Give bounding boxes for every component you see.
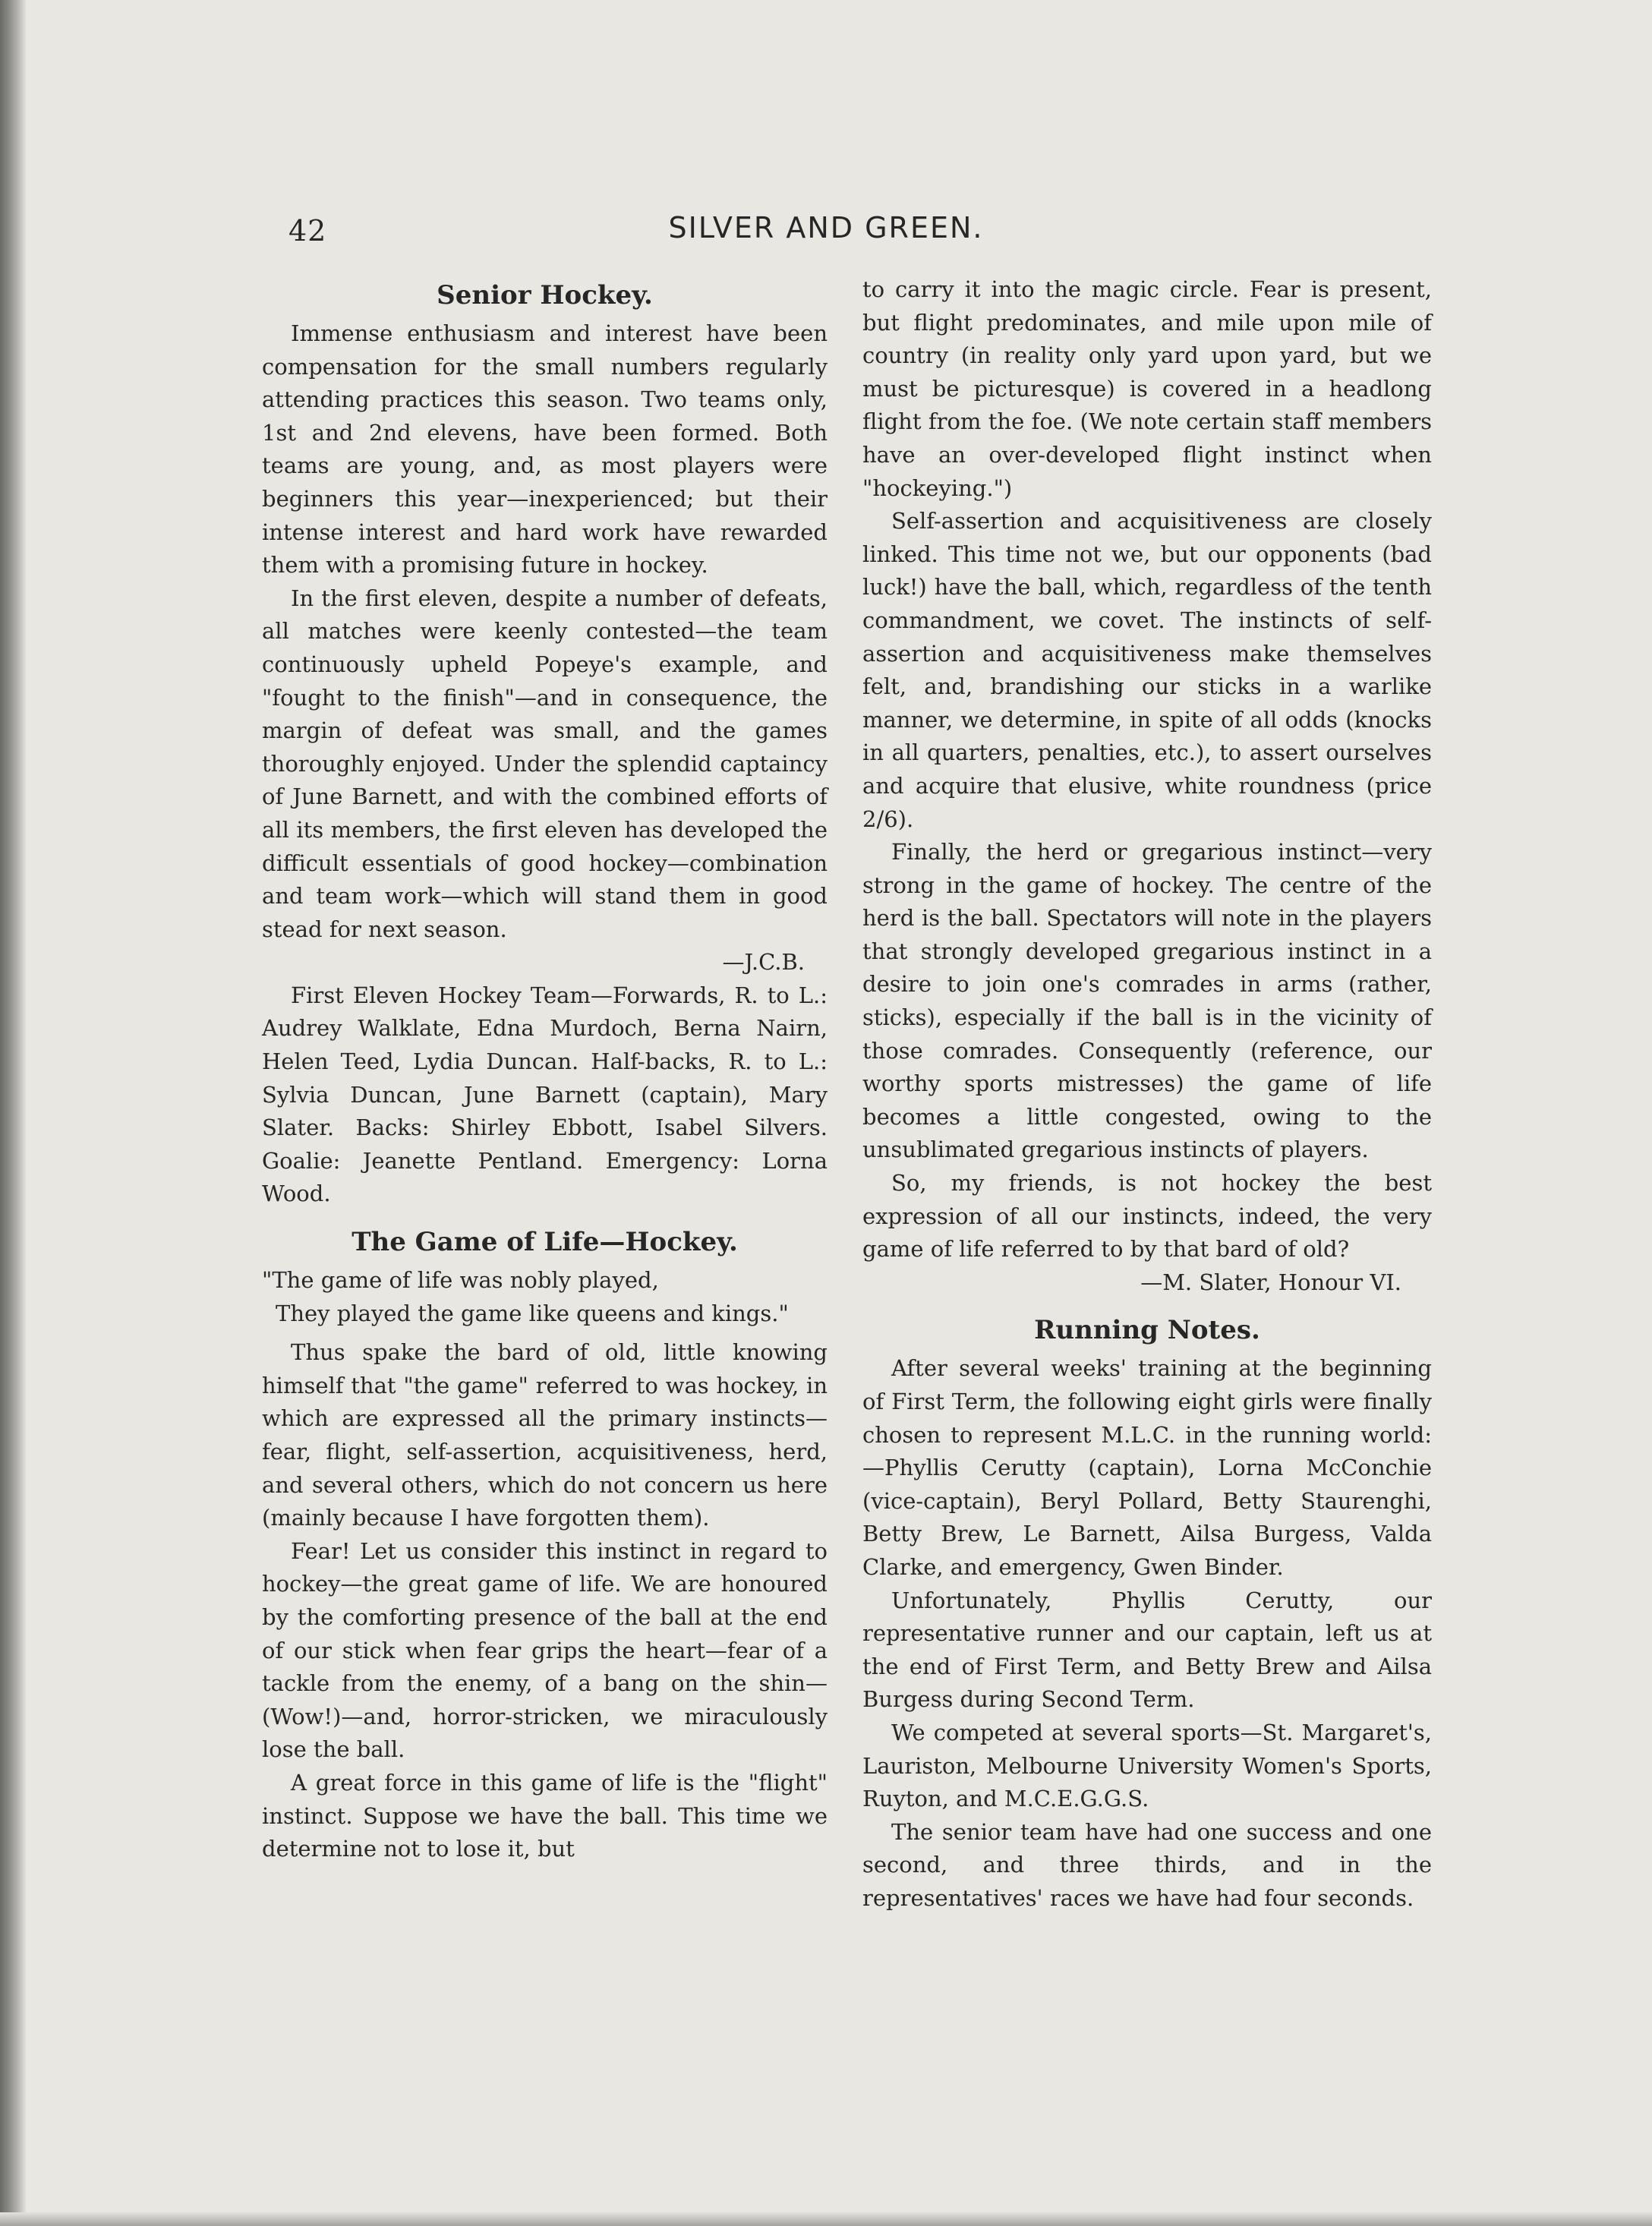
first-eleven-team-list: First Eleven Hockey Team—Forwards, R. to L.: Audrey Walklate, Edna Murdoch, Berna Nairn, Helen Teed, Lydia Duncan. Half-backs, R. to L.: Sylvia Duncan, June Barnett (captain), Mary Slater. Backs: Shirley Ebbott, Isabel Silvers. Goalie: Jeanette Pentland. Emergency: Lorna Wood.	[262, 982, 828, 1207]
game-of-life-paragraph-3: A great force in this game of life is the "flight" instinct. Suppose we have the ball. This time we determine not to lose it, but	[262, 1769, 828, 1862]
senior-hockey-signature: —J.C.B.	[722, 949, 805, 976]
game-of-life-heading: The Game of Life—Hockey.	[352, 1227, 738, 1258]
running-notes-paragraph-1: After several weeks' training at the beginning of First Term, the following eight girls were finally chosen to represent M.L.C. in the running world:—Phyllis Cerutty (captain), Lorna McConchie (vice-captain), Beryl Pollard, Betty Staurenghi, Betty Brew, Le Barnett, Ailsa Burgess, Valda Clarke, and emergency, Gwen Binder.	[862, 1355, 1432, 1580]
right-column	[862, 273, 1432, 1915]
game-of-life-paragraph-2: Fear! Let us consider this instinct in regard to hockey—the great game of life. We are honoured by the comforting presence of the ball at the end of our stick when fear grips the heart—fear of a tackle from the enemy, of a bang on the shin—(Wow!)—and, horror-stricken, we miraculously lose the ball.	[262, 1537, 828, 1763]
page-bottom-edge	[0, 2212, 1652, 2226]
page-number: 42	[288, 214, 327, 248]
running-notes-paragraph-2: Unfortunately, Phyllis Cerutty, our representative runner and our captain, left us at the end of First Term, and Betty Brew and Ailsa Burgess during Second Term.	[862, 1587, 1432, 1713]
senior-hockey-paragraph-2: In the first eleven, despite a number of defeats, all matches were keenly contested—the team continuously upheld Popeye's example, and "fought to the finish"—and in consequence, the margin of defeat was small, and the games thoroughly enjoyed. Under the splendid captaincy of June Barnett, and with the combined efforts of all its members, the first eleven has developed the difficult essentials of good hockey—combination and team work—which will stand them in good stead for next season.	[262, 585, 828, 942]
senior-hockey-paragraph-1: Immense enthusiasm and interest have been compensation for the small numbers regularly attending practices this season. Two teams only, 1st and 2nd elevens, have been formed. Both teams are young, and, as most players were beginners this year—inexperienced; but their intense interest and hard work have rewarded them with a promising future in hockey.	[262, 320, 828, 579]
left-column	[262, 273, 828, 1866]
running-header-title: SILVER AND GREEN.	[668, 211, 984, 244]
game-of-life-paragraph-4: Self-assertion and acquisitiveness are closely linked. This time not we, but our opponents (bad luck!) have the ball, which, regardless of the tenth commandment, we covet. The instincts of self-assertion and acquisitiveness make themselves felt, and, brandishing our sticks in a warlike manner, we determine, in spite of all odds (knocks in all quarters, penalties, etc.), to assert ourselves and acquire that elusive, white roundness (price 2/6).	[862, 508, 1432, 832]
game-of-life-paragraph-1: Thus spake the bard of old, little knowing himself that "the game" referred to was hockey, in which are expressed all the primary instincts—fear, flight, self-assertion, acquisitiveness, herd, and several others, which do not concern us here (mainly because I have forgotten them).	[262, 1339, 828, 1531]
game-of-life-signature: —M. Slater, Honour VI.	[1140, 1269, 1401, 1295]
running-notes-paragraph-3: We competed at several sports—St. Margaret's, Lauriston, Melbourne University Women's Sports, Ruyton, and M.C.E.G.G.S.	[862, 1719, 1432, 1812]
game-of-life-paragraph-3-continued: to carry it into the magic circle. Fear is present, but flight predominates, and mile upon mile of country (in reality only yard upon yard, but we must be picturesque) is covered in a headlong flight from the foe. (We note certain staff members have an over-developed flight instinct when "hockeying.")	[862, 276, 1432, 501]
game-of-life-paragraph-5: Finally, the herd or gregarious instinct—very strong in the game of hockey. The centre of the herd is the ball. Spectators will note in the players that strongly developed gregarious instinct in a desire to join one's comrades in arms (rather, sticks), especially if the ball is in the vicinity of those comrades. Consequently (reference, our worthy sports mistresses) the game of life becomes a little congested, owing to the unsublimated gregarious instincts of players.	[862, 839, 1432, 1163]
senior-hockey-heading: Senior Hockey.	[437, 280, 653, 311]
game-of-life-paragraph-6: So, my friends, is not hockey the best expression of all our instincts, indeed, the very game of life referred to by that bard of old?	[862, 1170, 1432, 1263]
poem-line-2: They played the game like queens and kings."	[276, 1300, 789, 1326]
running-notes-paragraph-4: The senior team have had one success and one second, and three thirds, and in the representatives' races we have had four seconds.	[862, 1818, 1432, 1911]
page-binding-edge	[0, 0, 26, 2226]
poem-line-1: "The game of life was nobly played,	[262, 1267, 659, 1294]
running-notes-heading: Running Notes.	[1034, 1315, 1260, 1346]
